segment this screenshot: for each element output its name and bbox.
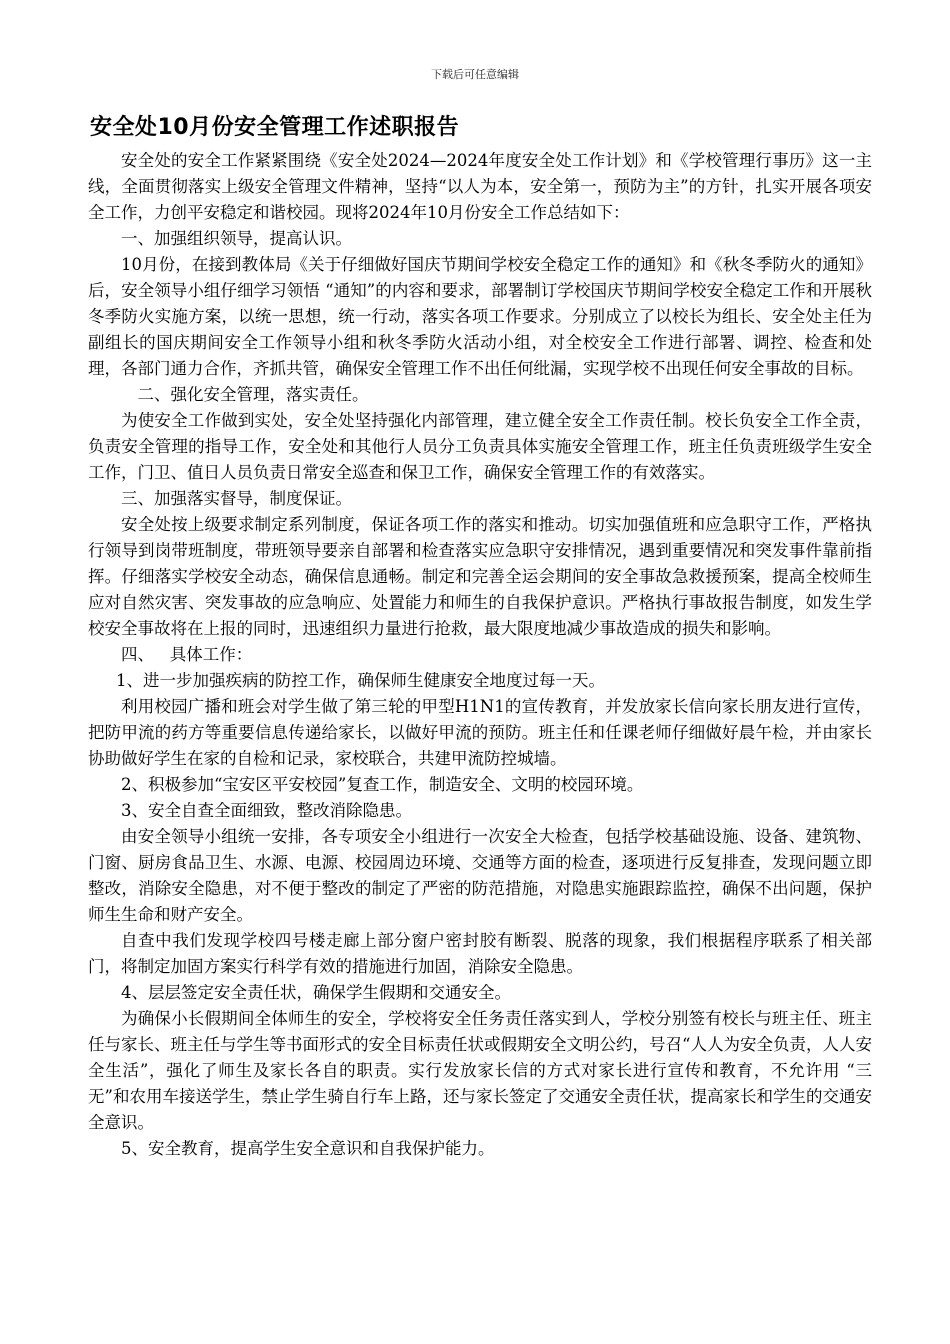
list-item: 3、安全自查全面细致，整改消除隐患。 — [121, 801, 412, 820]
paragraph: 10月份，在接到教体局《关于仔细做好国庆节期间学校安全稳定工作的通知》和《秋冬季防火的通知》后，安全领导小组仔细学习领悟 “通知”的内容和要求，部署制订学校国庆节期间学校安全稳定工作和开展秋冬季防火实施方案，以统一思想，统一行动，落实各项工作要求。分别成立了以校长为组长、安全处主任为副组长的国庆期间安全工作领导小组和秋冬季防火活动小组，对全校安全工作进行部署、调控、检查和处理，各部门通力合作，齐抓共管，确保安全管理工作不出任何纰漏，实现学校不出现任何安全事故的目标。 — [88, 255, 872, 378]
section-heading-4: 四、 具体工作： — [121, 645, 253, 664]
paragraph: 为使安全工作做到实处，安全处坚持强化内部管理，建立健全安全工作责任制。校长负安全工作全责，负责安全管理的指导工作，安全处和其他行人员分工负责具体实施安全管理工作，班主任负责班级学生安全工作，门卫、值日人员负责日常安全巡查和保卫工作，确保安全管理工作的有效落实。 — [88, 411, 872, 482]
paragraph: 由安全领导小组统一安排，各专项安全小组进行一次安全大检查，包括学校基础设施、设备、建筑物、门窗、厨房食品卫生、水源、电源、校园周边环境、交通等方面的检查，逐项进行反复排查，发现问题立即整改，消除安全隐患，对不便于整改的制定了严密的防范措施，对隐患实施跟踪监控，确保不出问题，保护师生生命和财产安全。 — [88, 827, 872, 924]
section-heading-1: 一、加强组织领导，提高认识。 — [121, 229, 352, 248]
paragraph: 安全处按上级要求制定系列制度，保证各项工作的落实和推动。切实加强值班和应急职守工作，严格执行领导到岗带班制度，带班领导要亲自部署和检查落实应急职守安排情况，遇到重要情况和突发事件靠前指挥。仔细落实学校安全动态，确保信息通畅。制定和完善全运会期间的安全事故急救援预案，提高全校师生应对自然灾害、突发事故的应急响应、处置能力和师生的自我保护意识。严格执行事故报告制度，如发生学校安全事故将在上报的同时，迅速组织力量进行抢救，最大限度地减少事故造成的损失和影响。 — [88, 515, 872, 638]
section-heading-3: 三、加强落实督导，制度保证。 — [121, 489, 352, 508]
section-heading-2: 二、强化安全管理，落实责任。 — [137, 385, 369, 404]
list-item: 2、积极参加“宝安区平安校园”复查工作，制造安全、文明的校园环境。 — [121, 775, 644, 794]
page-header: 下载后可任意编辑 — [431, 68, 519, 81]
list-item: 5、安全教育，提高学生安全意识和自我保护能力。 — [121, 1139, 495, 1158]
list-item: 4、层层签定安全责任状，确保学生假期和交通安全。 — [121, 983, 511, 1002]
page-title: 安全处10月份安全管理工作述职报告 — [90, 115, 460, 140]
intro-paragraph: 安全处的安全工作紧紧围绕《安全处2024—2024年度安全处工作计划》和《学校管理行事历》这一主线，全面贯彻落实上级安全管理文件精神，坚持“以人为本，安全第一，预防为主”的方针，扎实开展各项安全工作，力创平安稳定和谐校园。现将2024年10月份安全工作总结如下： — [88, 151, 872, 222]
paragraph: 自查中我们发现学校四号楼走廊上部分窗户密封胶有断裂、脱落的现象，我们根据程序联系了相关部门，将制定加固方案实行科学有效的措施进行加固，消除安全隐患。 — [88, 931, 872, 976]
paragraph: 为确保小长假期间全体师生的安全，学校将安全任务责任落实到人，学校分别签有校长与班主任、班主任与家长、班主任与学生等书面形式的安全目标责任状或假期安全文明公约，号召“人人为安全负责，人人安全生活”，强化了师生及家长各自的职责。实行发放家长信的方式对家长进行宣传和教育，不允许用 “三无”和农用车接送学生，禁止学生骑自行车上路，还与家长签定了交通安全责任状，提高家长和学生的交通安全意识。 — [88, 1009, 872, 1132]
paragraph: 利用校园广播和班会对学生做了第三轮的甲型H1N1的宣传教育，并发放家长信向家长朋友进行宣传，把防甲流的药方等重要信息传递给家长，以做好甲流的预防。班主任和任课老师仔细做好晨午检，并由家长协助做好学生在家的自检和记录，家校联合，共建甲流防控城墙。 — [88, 697, 872, 768]
list-item: 1、进一步加强疾病的防控工作，确保师生健康安全地度过每一天。 — [116, 671, 606, 690]
document-body — [88, 148, 872, 1162]
